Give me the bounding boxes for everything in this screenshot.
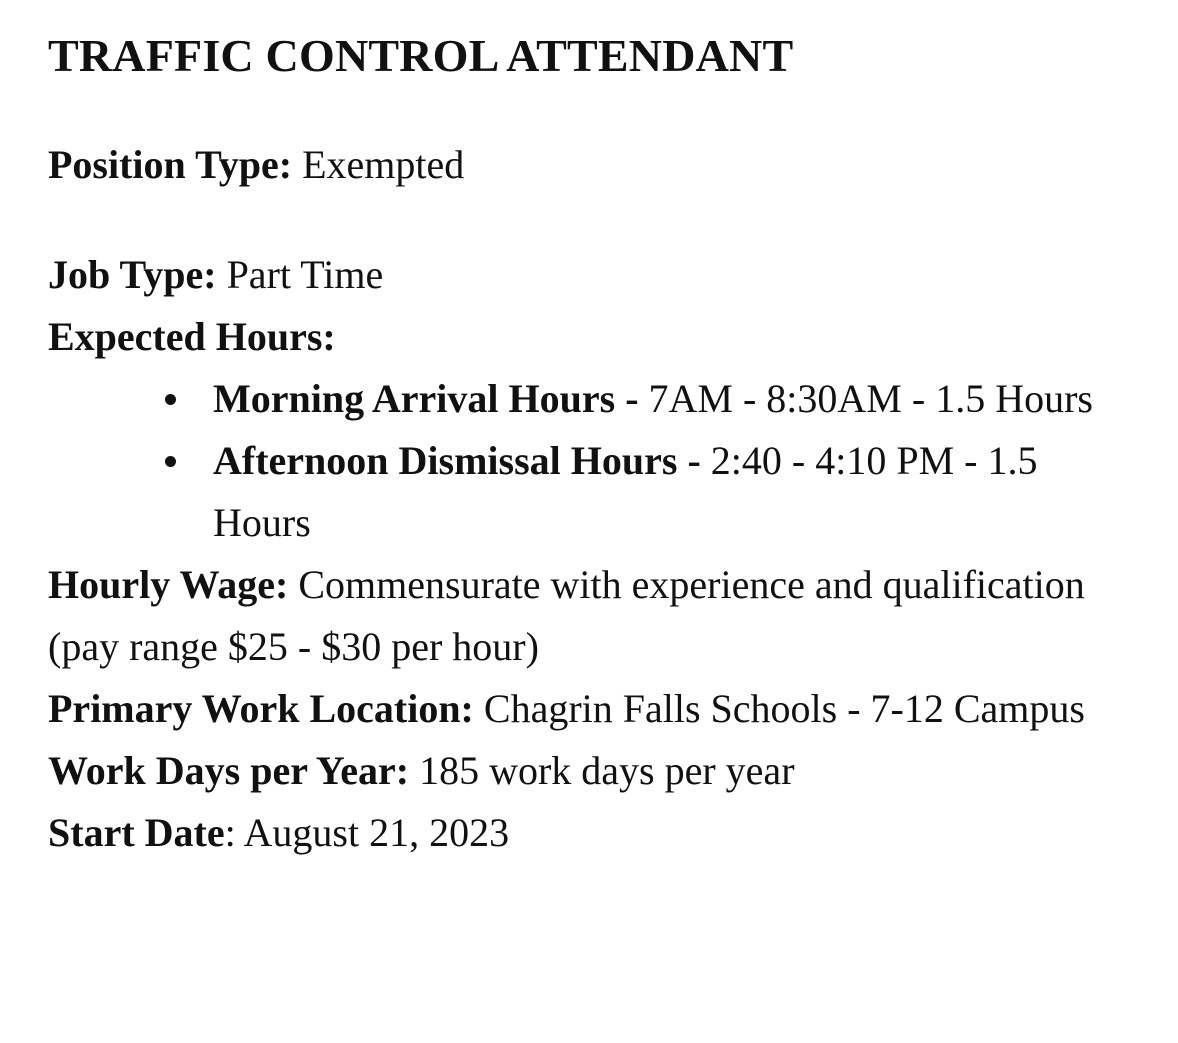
job-type-value: Part Time — [226, 252, 384, 297]
position-type-row — [48, 134, 1138, 196]
work-days-label: Work Days per Year: — [48, 748, 410, 793]
details-section — [48, 244, 1138, 864]
start-date-label: Start Date — [48, 810, 225, 855]
expected-hours-row — [48, 306, 1138, 368]
hourly-wage-label: Hourly Wage: — [48, 562, 289, 607]
primary-work-location-label: Primary Work Location: — [48, 686, 474, 731]
work-days-value: 185 work days per year — [419, 748, 795, 793]
expected-hours-list — [48, 368, 1138, 554]
bullet-icon — [165, 394, 176, 405]
primary-work-location-value: Chagrin Falls Schools - 7-12 Campus — [483, 686, 1085, 731]
list-item-morning-hours — [48, 368, 1138, 430]
job-type-row — [48, 244, 1138, 306]
expected-hours-label: Expected Hours: — [48, 314, 336, 359]
start-date-row — [48, 802, 1138, 864]
spacer — [48, 196, 1138, 244]
job-posting — [48, 26, 1138, 864]
morning-hours-value: 7AM - 8:30AM - 1.5 Hours — [648, 376, 1093, 421]
primary-work-location-row — [48, 678, 1138, 740]
afternoon-hours-label: Afternoon Dismissal Hours - — [213, 438, 701, 483]
morning-hours-label: Morning Arrival Hours - — [213, 376, 639, 421]
hourly-wage-row — [48, 554, 1138, 678]
position-type-label: Position Type: — [48, 142, 293, 187]
bullet-icon — [165, 456, 176, 467]
work-days-row — [48, 740, 1138, 802]
afternoon-hours-value: 2:40 - 4:10 PM - 1.5 Hours — [213, 438, 1038, 545]
hourly-wage-value: Commensurate with experience and qualification (pay range $25 - $30 per hour) — [48, 562, 1085, 669]
job-type-label: Job Type: — [48, 252, 217, 297]
page-title: TRAFFIC CONTROL ATTENDANT — [48, 30, 794, 81]
list-item-afternoon-hours — [48, 430, 1138, 554]
position-type-value: Exempted — [302, 142, 465, 187]
start-date-value: August 21, 2023 — [243, 810, 510, 855]
start-date-separator: : — [224, 810, 236, 855]
spacer — [48, 86, 1138, 134]
